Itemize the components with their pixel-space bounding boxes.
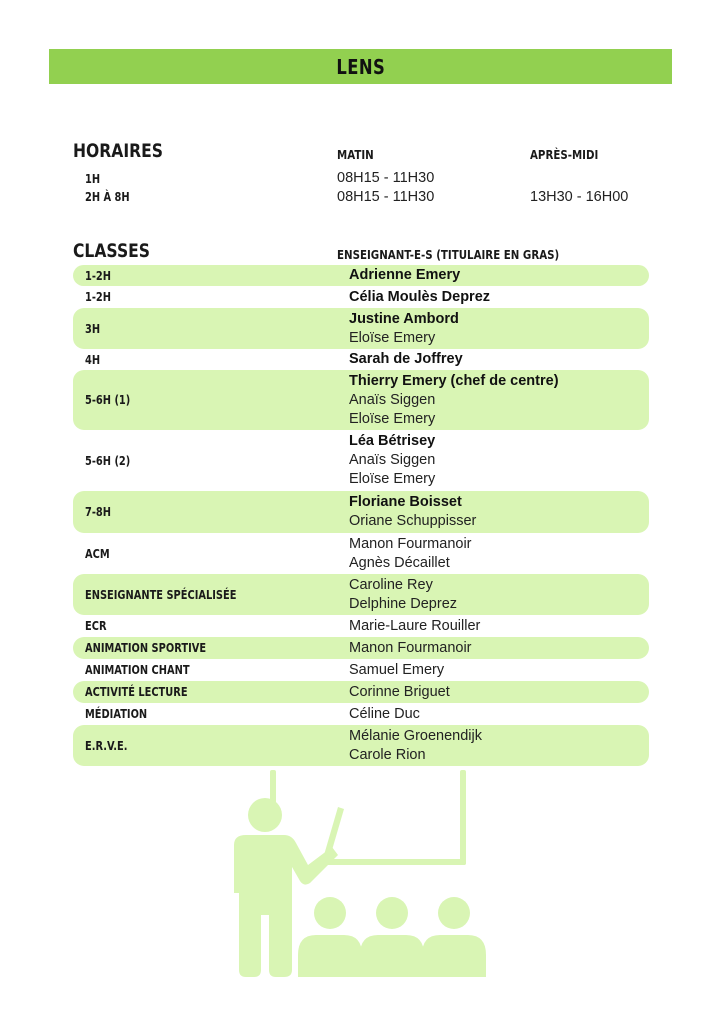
teacher-name: Marie-Laure Rouiller <box>349 617 481 634</box>
class-row <box>73 430 649 491</box>
teachers-cell <box>349 288 490 307</box>
class-row <box>73 308 649 349</box>
classes-heading: CLASSES <box>73 240 151 262</box>
class-label-cell <box>73 320 349 338</box>
teachers-cell <box>349 372 559 429</box>
teacher-name: Corinne Briguet <box>349 683 450 700</box>
teacher-name: Manon Fourmanoir <box>349 535 472 552</box>
teachers-cell <box>349 266 460 285</box>
class-label: MÉDIATION <box>85 707 148 721</box>
board-right-edge-shape <box>460 770 466 865</box>
class-row <box>73 659 649 681</box>
class-label: 4H <box>85 352 101 367</box>
teachers-cell <box>349 432 435 489</box>
class-label-cell <box>73 503 349 521</box>
class-row <box>73 574 649 615</box>
horaires-heading: HORAIRES <box>73 140 164 162</box>
class-label-cell <box>73 737 349 755</box>
teacher-name: Céline Duc <box>349 705 420 722</box>
apres-midi-column-header: APRÈS-MIDI <box>530 147 599 162</box>
class-row <box>73 491 649 533</box>
class-label: ANIMATION SPORTIVE <box>85 641 207 655</box>
class-label-cell <box>73 391 349 409</box>
class-label-cell <box>73 705 349 723</box>
titular-teacher-name: Léa Bétrisey <box>349 433 436 449</box>
teacher-name: Delphine Deprez <box>349 595 458 612</box>
teachers-cell <box>349 683 450 702</box>
class-label-cell <box>73 683 349 701</box>
teacher-name: Carole Rion <box>349 746 426 763</box>
teachers-cell <box>349 493 476 531</box>
class-row <box>73 349 649 370</box>
teacher-name: Eloïse Emery <box>349 329 436 346</box>
teachers-cell <box>349 661 444 680</box>
class-label: 5-6H (1) <box>85 393 131 407</box>
page-title: LENS <box>336 54 385 79</box>
titular-teacher-name: Sarah de Joffrey <box>349 351 463 367</box>
class-row <box>73 533 649 574</box>
teachers-cell <box>349 617 480 636</box>
teachers-cell <box>349 310 459 348</box>
class-label: ANIMATION CHANT <box>85 663 190 677</box>
horaire-matin-value: 08H15 - 11H30 <box>337 189 435 205</box>
class-label-cell <box>73 452 349 470</box>
class-row <box>73 637 649 659</box>
teacher-head-shape <box>248 798 282 832</box>
teacher-classroom-icon <box>220 765 510 980</box>
teachers-column-header: ENSEIGNANT-E-S (TITULAIRE EN GRAS) <box>337 247 560 262</box>
student-body-shape <box>360 935 424 977</box>
class-label: 1-2H <box>85 290 112 304</box>
class-label-cell <box>73 617 349 635</box>
class-row <box>73 703 649 725</box>
pointer-stick-shape <box>324 807 344 857</box>
teachers-cell <box>349 350 463 369</box>
class-label-cell <box>73 545 349 563</box>
teachers-cell <box>349 639 472 658</box>
classes-table <box>73 265 649 766</box>
class-row <box>73 286 649 308</box>
horaire-matin-value: 08H15 - 11H30 <box>337 170 435 186</box>
titular-teacher-name: Adrienne Emery <box>349 267 461 283</box>
teachers-cell <box>349 705 420 724</box>
class-label: E.R.V.E. <box>85 738 128 753</box>
class-label: 1-2H <box>85 268 112 283</box>
class-label: ACTIVITÉ LECTURE <box>85 685 188 699</box>
class-label: 5-6H (2) <box>85 453 131 468</box>
class-label-cell <box>73 661 349 679</box>
teacher-name: Eloïse Emery <box>349 410 436 427</box>
teacher-name: Caroline Rey <box>349 576 433 593</box>
class-label-cell <box>73 639 349 657</box>
class-label: ACM <box>85 546 110 561</box>
class-label: ECR <box>85 619 107 633</box>
teacher-name: Manon Fourmanoir <box>349 639 472 656</box>
horaire-row-label: 2H À 8H <box>85 190 130 204</box>
class-label-cell <box>73 267 349 285</box>
class-label-cell <box>73 351 349 369</box>
teachers-cell <box>349 535 472 573</box>
class-label: 7-8H <box>85 505 112 519</box>
horaire-row-label: 1H <box>85 172 101 186</box>
class-label: ENSEIGNANTE SPÉCIALISÉE <box>85 587 237 602</box>
titular-teacher-name: Célia Moulès Deprez <box>349 288 491 305</box>
student-head-shape <box>376 897 408 929</box>
class-row <box>73 615 649 637</box>
teachers-cell <box>349 727 482 765</box>
class-row <box>73 265 649 286</box>
student-body-shape <box>422 935 486 977</box>
teacher-name: Anaïs Siggen <box>349 391 436 408</box>
teachers-cell <box>349 576 457 614</box>
class-row <box>73 370 649 430</box>
teacher-name: Samuel Emery <box>349 661 445 678</box>
titular-teacher-name: Floriane Boisset <box>349 494 462 510</box>
teacher-name: Anaïs Siggen <box>349 452 436 468</box>
teacher-name: Oriane Schuppisser <box>349 513 477 529</box>
board-bottom-edge-shape <box>325 859 466 865</box>
student-head-shape <box>438 897 470 929</box>
class-row <box>73 725 649 766</box>
horaire-apres-midi-value: 13H30 - 16H00 <box>530 189 629 205</box>
student-head-shape <box>314 897 346 929</box>
titular-teacher-name: Justine Ambord <box>349 310 459 327</box>
class-label-cell <box>73 288 349 306</box>
teacher-name: Agnès Décaillet <box>349 554 450 571</box>
class-label: 3H <box>85 321 101 336</box>
class-row <box>73 681 649 703</box>
title-banner <box>49 49 672 84</box>
titular-teacher-name: Thierry Emery (chef de centre) <box>349 372 559 389</box>
teacher-name: Mélanie Groenendijk <box>349 727 482 744</box>
student-body-shape <box>298 935 362 977</box>
class-label-cell <box>73 586 349 604</box>
matin-column-header: MATIN <box>337 147 374 162</box>
teacher-name: Eloïse Emery <box>349 471 436 487</box>
